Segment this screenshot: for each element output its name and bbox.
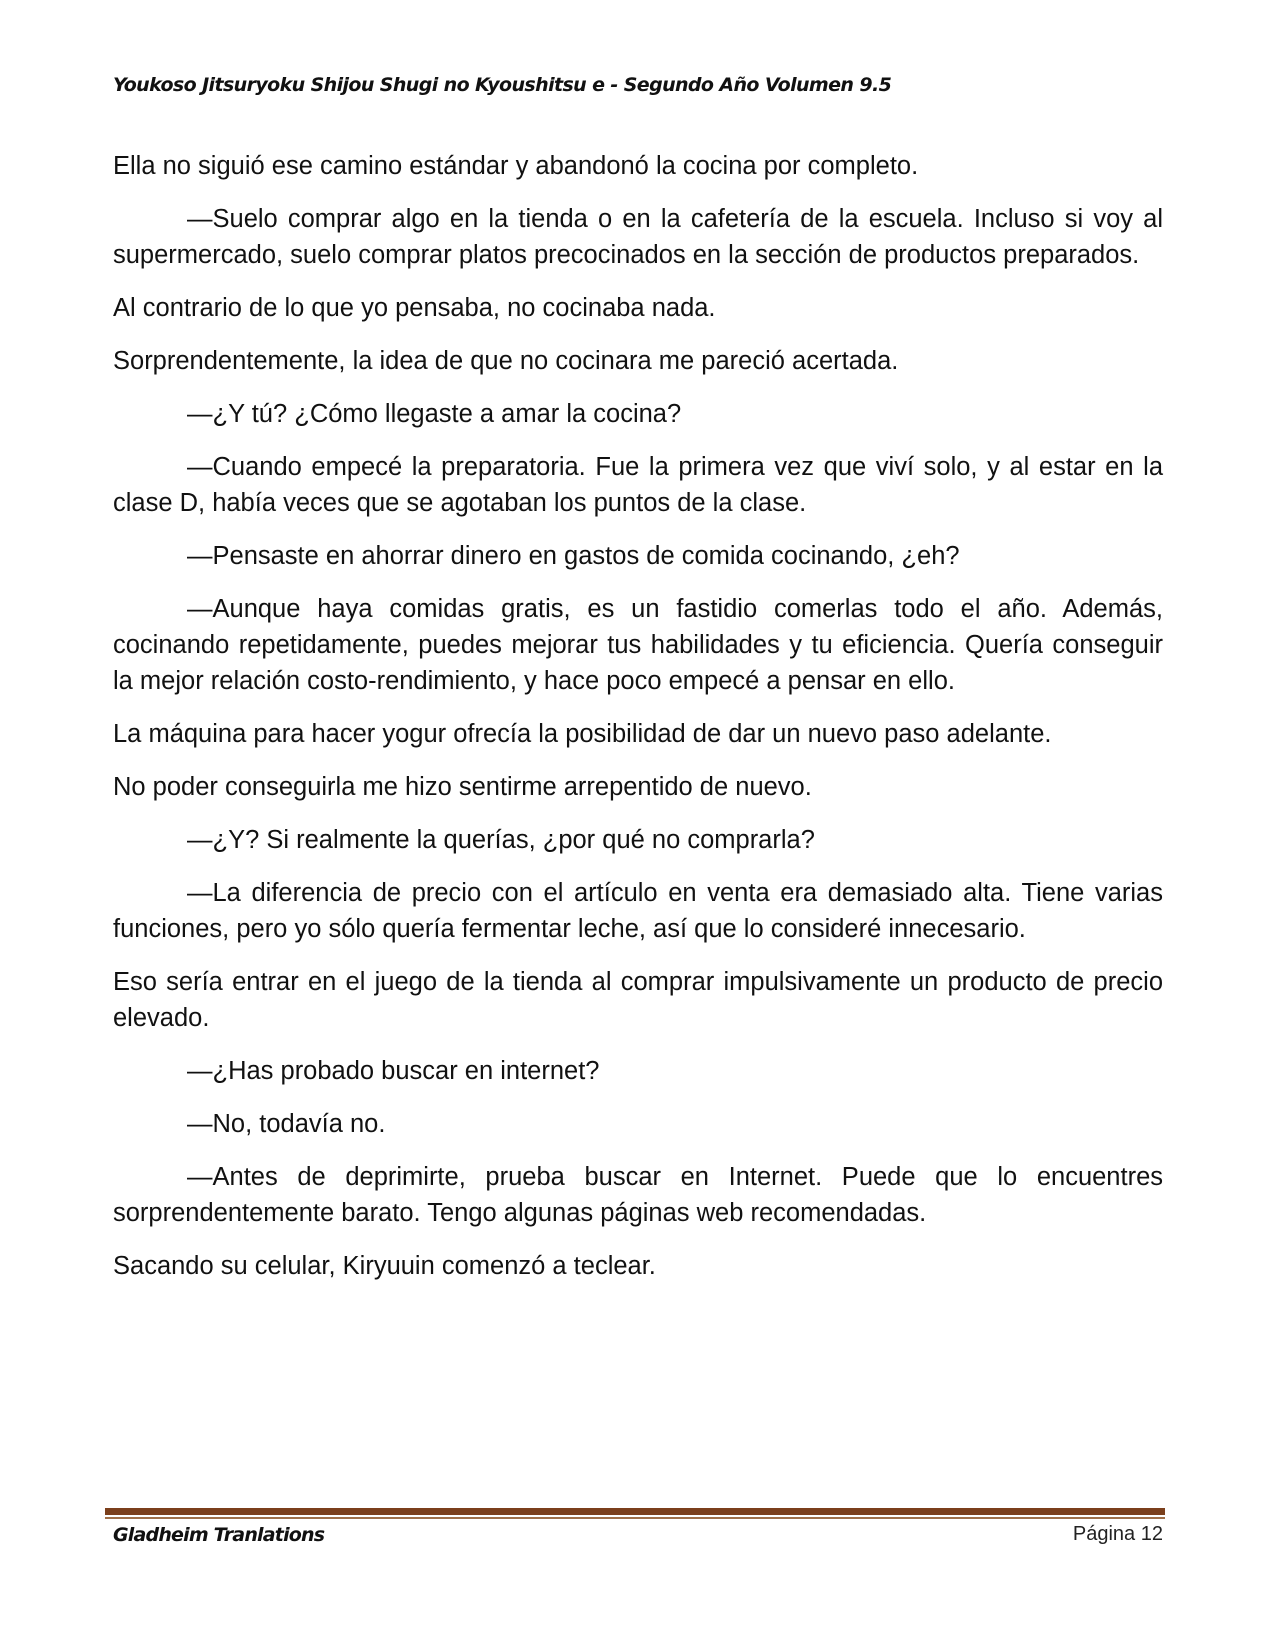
narration-paragraph: Ella no siguió ese camino estándar y abandonó la cocina por completo.	[113, 152, 919, 180]
footer-rule	[105, 1508, 1165, 1515]
translator-credit: Gladheim Tranlations	[113, 1524, 325, 1546]
dialogue-paragraph: —¿Y tú? ¿Cómo llegaste a amar la cocina?	[187, 400, 682, 428]
page-label: Página	[1072, 1523, 1136, 1545]
narration-paragraph: Al contrario de lo que yo pensaba, no cocinaba nada.	[113, 294, 716, 322]
dialogue-paragraph: —La diferencia de precio con el artículo en venta era demasiado alta. Tiene varias funciones, pero yo sólo quería fermentar leche, así que lo consideré innecesario.	[113, 879, 1163, 943]
dialogue-paragraph: —Antes de deprimirte, prueba buscar en Internet. Puede que lo encuentres sorprendentemente barato. Tengo algunas páginas web recomendadas.	[113, 1163, 1163, 1227]
page-number-value: 12	[1140, 1523, 1163, 1545]
narration-paragraph: Sorprendentemente, la idea de que no cocinara me pareció acertada.	[113, 347, 899, 375]
narration-paragraph: La máquina para hacer yogur ofrecía la posibilidad de dar un nuevo paso adelante.	[113, 720, 1052, 748]
narration-paragraph: Sacando su celular, Kiryuuin comenzó a teclear.	[113, 1252, 656, 1280]
dialogue-paragraph: —¿Has probado buscar en internet?	[187, 1057, 600, 1085]
page-number	[1073, 1523, 1163, 1546]
dialogue-paragraph: —Aunque haya comidas gratis, es un fastidio comerlas todo el año. Además, cocinando repetidamente, puedes mejorar tus habilidades y tu eficiencia. Quería conseguir la mejor relación costo-rendimiento, y hace poco empecé a pensar en ello.	[113, 595, 1163, 695]
dialogue-paragraph: —Suelo comprar algo en la tienda o en la cafetería de la escuela. Incluso si voy al supermercado, suelo comprar platos precocinados en la sección de productos preparados.	[113, 205, 1163, 269]
running-header: Youkoso Jitsuryoku Shijou Shugi no Kyoushitsu e - Segundo Año Volumen 9.5	[113, 74, 892, 96]
dialogue-paragraph: —Pensaste en ahorrar dinero en gastos de comida cocinando, ¿eh?	[187, 542, 960, 570]
narration-paragraph: Eso sería entrar en el juego de la tienda al comprar impulsivamente un producto de precio elevado.	[113, 968, 1163, 1032]
narration-paragraph: No poder conseguirla me hizo sentirme arrepentido de nuevo.	[113, 773, 812, 801]
dialogue-paragraph: —¿Y? Si realmente la querías, ¿por qué no comprarla?	[187, 826, 815, 854]
footer-rule-thin	[105, 1517, 1165, 1519]
dialogue-paragraph: —Cuando empecé la preparatoria. Fue la primera vez que viví solo, y al estar en la clase D, había veces que se agotaban los puntos de la clase.	[113, 453, 1163, 517]
page-body	[113, 148, 1163, 1301]
dialogue-paragraph: —No, todavía no.	[187, 1110, 386, 1138]
